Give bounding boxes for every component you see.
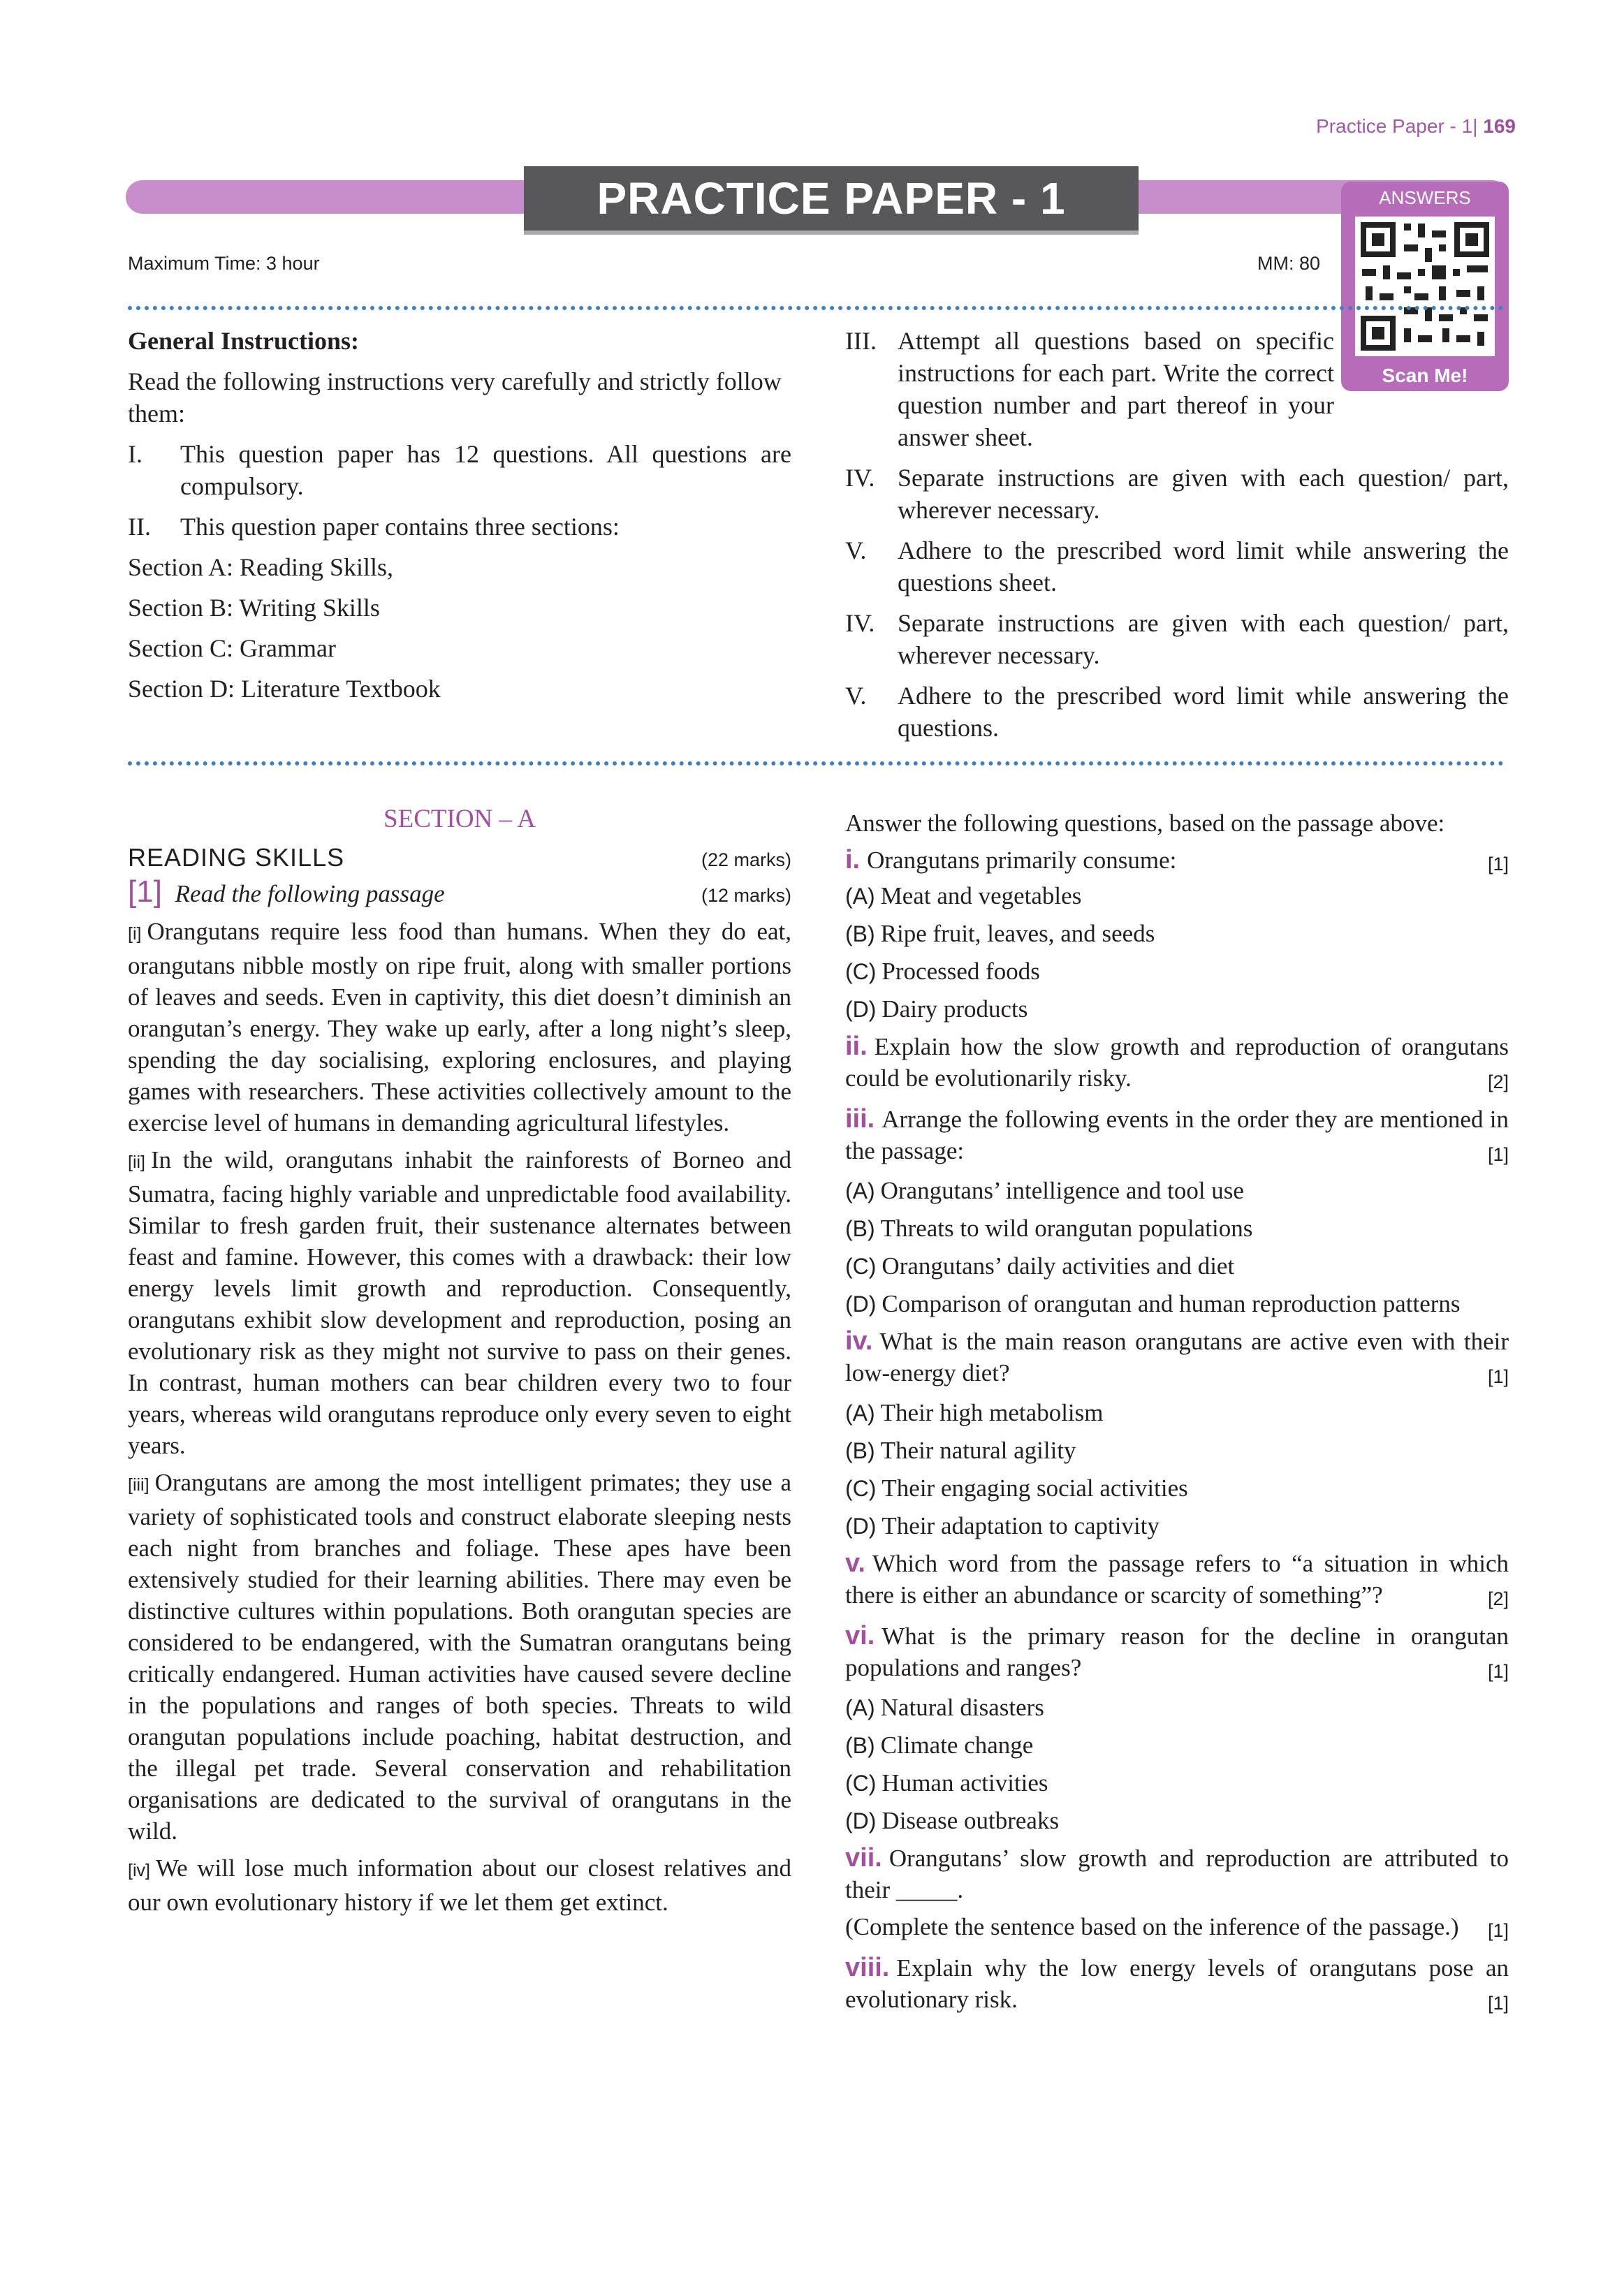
question-number: viii.	[845, 1953, 890, 1982]
question-1-number: [1]	[128, 874, 162, 909]
question-marks: [1]	[1487, 1366, 1509, 1387]
option-item	[845, 1250, 1509, 1282]
question-item	[845, 1620, 1509, 1688]
questions-intro: Answer the following questions, based on the passage above:	[845, 810, 1445, 837]
instruction-num: IV.	[845, 609, 875, 637]
instruction-num: IV.	[845, 464, 875, 492]
question-item	[845, 1031, 1509, 1098]
instruction-text: Separate instructions are given with each question/ part, wherever necessary.	[898, 464, 1509, 524]
max-marks: MM: 80	[1257, 253, 1321, 274]
instruction-item	[128, 511, 791, 543]
instructions-intro: Read the following instructions very carefully and strictly follow them:	[128, 367, 782, 427]
option-item	[845, 1805, 1509, 1837]
question-item	[845, 1952, 1509, 2019]
option-item	[845, 1510, 1509, 1542]
option-text: Their engaging social activities	[882, 1474, 1188, 1502]
running-head-text: Practice Paper - 1|	[1316, 115, 1478, 137]
instruction-num: V.	[845, 536, 867, 564]
qr-label: ANSWERS	[1379, 187, 1471, 208]
instruction-item	[845, 462, 1509, 526]
instruction-item	[845, 534, 1509, 599]
question-number: iii.	[845, 1104, 875, 1134]
question-marks: [1]	[1487, 854, 1509, 874]
instructions-left	[128, 325, 791, 713]
page-number: 169	[1483, 115, 1516, 137]
question-number: v.	[845, 1549, 865, 1578]
option-item	[845, 1767, 1509, 1799]
question-item	[845, 844, 1509, 876]
reading-skills-row	[128, 842, 791, 876]
option-label: (A)	[845, 1178, 875, 1203]
questions-column	[845, 803, 1509, 2023]
option-label: (C)	[845, 1771, 877, 1796]
dotted-divider-bottom	[128, 761, 1504, 766]
option-item	[845, 1435, 1509, 1467]
question-marks: [2]	[1487, 1071, 1509, 1092]
option-text: Their natural agility	[880, 1437, 1076, 1464]
passage-paragraph	[128, 1467, 791, 1847]
instruction-text: Attempt all questions based on specific instructions for each part. Write the correct question number and part thereof in your answer sheet.	[898, 327, 1334, 451]
question-text: What is the main reason orangutans are active even with their low-energy diet?	[845, 1328, 1509, 1386]
question-1-text: Read the following passage	[175, 880, 445, 907]
passage-paragraph	[128, 916, 791, 1139]
option-text: Meat and vegetables	[880, 882, 1082, 909]
option-item	[845, 918, 1509, 950]
option-label: (D)	[845, 1808, 877, 1833]
passage-paragraph	[128, 1852, 791, 1918]
option-text: Ripe fruit, leaves, and seeds	[880, 920, 1155, 947]
option-label: (A)	[845, 1400, 875, 1426]
dotted-divider-top	[128, 306, 1504, 310]
question-1-row	[128, 876, 791, 912]
instruction-text: This question paper has 12 questions. All questions are compulsory.	[180, 440, 791, 500]
question-text: (Complete the sentence based on the inference of the passage.)	[845, 1913, 1459, 1940]
paragraph-text: Orangutans are among the most intelligent primates; they use a variety of sophisticated tools and construct elaborate sleeping nests each night from branches and foliage. These apes have been extensively studied for their learning abilities. There may even be distinctive cultures within populations. Both orangutan species are considered to be endangered, with the Sumatran orangutans being critically endangered. Human activities have caused severe decline in the populations and ranges of both species. Threats to wild orangutan populations include poaching, habitat destruction, and the illegal pet trade. Several conservation and rehabilitation organisations are dedicated to the survival of orangutans in the wild.	[128, 1469, 791, 1845]
question-item	[845, 1843, 1509, 1905]
question-marks: [1]	[1487, 1144, 1509, 1165]
option-item	[845, 1213, 1509, 1245]
paragraph-tag: [iii]	[128, 1475, 149, 1495]
option-text: Orangutans’ daily activities and diet	[882, 1252, 1235, 1280]
option-text: Their high metabolism	[880, 1399, 1104, 1426]
section-a-passage	[128, 803, 791, 1924]
instruction-item	[128, 438, 791, 502]
max-time: Maximum Time: 3 hour	[128, 253, 320, 274]
question-text: Orangutans’ slow growth and reproduction are attributed to their _____.	[845, 1845, 1509, 1903]
running-head	[1316, 115, 1516, 138]
instruction-num: II.	[128, 513, 151, 541]
option-item	[845, 880, 1509, 912]
option-item	[845, 993, 1509, 1025]
section-list-item: Section A: Reading Skills,	[128, 553, 394, 581]
paragraph-text: Orangutans require less food than humans. When they do eat, orangutans nibble mostly on ripe fruit, along with smaller portions of leaves and seeds. Even in captivity, this diet doesn’t diminish an orangutan’s energy. They wake up early, after a long night’s sleep, spending the day socialising, exploring enclosures, and playing games with researchers. These activities collectively amount to the exercise level of humans in demanding agricultural lifestyles.	[128, 918, 791, 1136]
question-number: vi.	[845, 1621, 875, 1650]
instruction-text: This question paper contains three sections:	[180, 513, 620, 541]
reading-skills-heading: READING SKILLS	[128, 843, 345, 872]
option-label: (B)	[845, 1733, 875, 1758]
paragraph-tag: [i]	[128, 924, 142, 944]
option-text: Processed foods	[882, 958, 1040, 985]
question-item	[845, 1326, 1509, 1393]
option-label: (A)	[845, 1695, 875, 1720]
paragraph-text: In the wild, orangutans inhabit the rainforests of Borneo and Sumatra, facing highly variable and unpredictable food availability. Similar to fresh garden fruit, their sustenance alternates between feast and famine. However, this comes with a drawback: their low energy levels limit growth and reproduction. Consequently, orangutans exhibit slow development and reproduction, posing an evolutionary risk as they might not survive to pass on their genes. In contrast, human mothers can bear children every two to four years, whereas wild orangutans reproduce only every seven to eight years.	[128, 1146, 791, 1459]
question-text: Explain how the slow growth and reproduction of orangutans could be evolutionarily risky.	[845, 1033, 1509, 1092]
question-item	[845, 1548, 1509, 1615]
paragraph-text: We will lose much information about our closest relatives and our own evolutionary history if we let them get extinct.	[128, 1854, 791, 1916]
option-text: Threats to wild orangutan populations	[880, 1215, 1253, 1242]
question-note	[845, 1911, 1509, 1947]
paragraph-tag: [iv]	[128, 1861, 150, 1880]
instruction-num: V.	[845, 682, 867, 710]
instruction-item	[845, 325, 1334, 453]
option-item	[845, 1472, 1509, 1505]
question-number: vii.	[845, 1843, 882, 1873]
question-number: iv.	[845, 1326, 873, 1356]
instruction-item	[845, 680, 1509, 744]
option-item	[845, 1397, 1509, 1429]
question-marks: [1]	[1487, 1993, 1509, 2014]
option-label: (C)	[845, 1476, 877, 1501]
section-heading: SECTION – A	[383, 805, 536, 833]
section-list-item: Section B: Writing Skills	[128, 594, 380, 622]
instruction-item	[845, 607, 1509, 671]
option-label: (C)	[845, 959, 877, 984]
section-list-item: Section C: Grammar	[128, 634, 336, 662]
option-text: Comparison of orangutan and human reproduction patterns	[882, 1290, 1461, 1317]
reading-skills-marks: (22 marks)	[701, 849, 791, 870]
question-marks: [1]	[1487, 1661, 1509, 1682]
option-label: (C)	[845, 1254, 877, 1279]
option-label: (B)	[845, 921, 875, 946]
instruction-num: I.	[128, 440, 142, 468]
instruction-text: Separate instructions are given with each question/ part, wherever necessary.	[898, 609, 1509, 669]
instruction-text: Adhere to the prescribed word limit while answering the questions sheet.	[898, 536, 1509, 596]
question-1-marks: (12 marks)	[701, 885, 791, 906]
option-label: (A)	[845, 884, 875, 909]
question-marks: [1]	[1487, 1920, 1509, 1941]
option-label: (B)	[845, 1216, 875, 1241]
question-number: ii.	[845, 1032, 868, 1061]
question-text: Orangutans primarily consume:	[867, 847, 1177, 874]
question-number: i.	[845, 845, 861, 874]
question-marks: [2]	[1487, 1588, 1509, 1609]
option-text: Disease outbreaks	[882, 1807, 1060, 1834]
option-text: Natural disasters	[880, 1694, 1044, 1721]
option-label: (D)	[845, 1514, 877, 1539]
option-text: Orangutans’ intelligence and tool use	[880, 1177, 1244, 1204]
option-text: Human activities	[882, 1769, 1048, 1796]
paragraph-tag: [ii]	[128, 1152, 145, 1172]
section-list-item: Section D: Literature Textbook	[128, 675, 441, 703]
instruction-text: Adhere to the prescribed word limit while answering the questions.	[898, 682, 1509, 742]
question-item	[845, 1104, 1509, 1171]
option-text: Dairy products	[882, 995, 1028, 1023]
question-text: What is the primary reason for the decline in orangutan populations and ranges?	[845, 1623, 1509, 1681]
question-text: Explain why the low energy levels of orangutans pose an evolutionary risk.	[845, 1954, 1509, 2013]
option-item	[845, 956, 1509, 988]
option-text: Climate change	[880, 1732, 1034, 1759]
instruction-num: III.	[845, 327, 877, 355]
option-text: Their adaptation to captivity	[882, 1512, 1160, 1539]
option-item	[845, 1729, 1509, 1762]
instructions-right	[845, 325, 1509, 752]
question-text: Which word from the passage refers to “a situation in which there is either an abundance or scarcity of something”?	[845, 1550, 1509, 1609]
option-item	[845, 1175, 1509, 1207]
option-label: (B)	[845, 1438, 875, 1463]
option-item	[845, 1288, 1509, 1320]
qr-scan-label: Scan Me!	[1382, 365, 1468, 386]
instructions-heading: General Instructions:	[128, 327, 359, 355]
page-title: PRACTICE PAPER - 1	[524, 166, 1139, 230]
option-label: (D)	[845, 1291, 877, 1317]
question-text: Arrange the following events in the order they are mentioned in the passage:	[845, 1106, 1509, 1164]
passage-paragraph	[128, 1144, 791, 1461]
option-label: (D)	[845, 997, 877, 1022]
option-item	[845, 1692, 1509, 1724]
